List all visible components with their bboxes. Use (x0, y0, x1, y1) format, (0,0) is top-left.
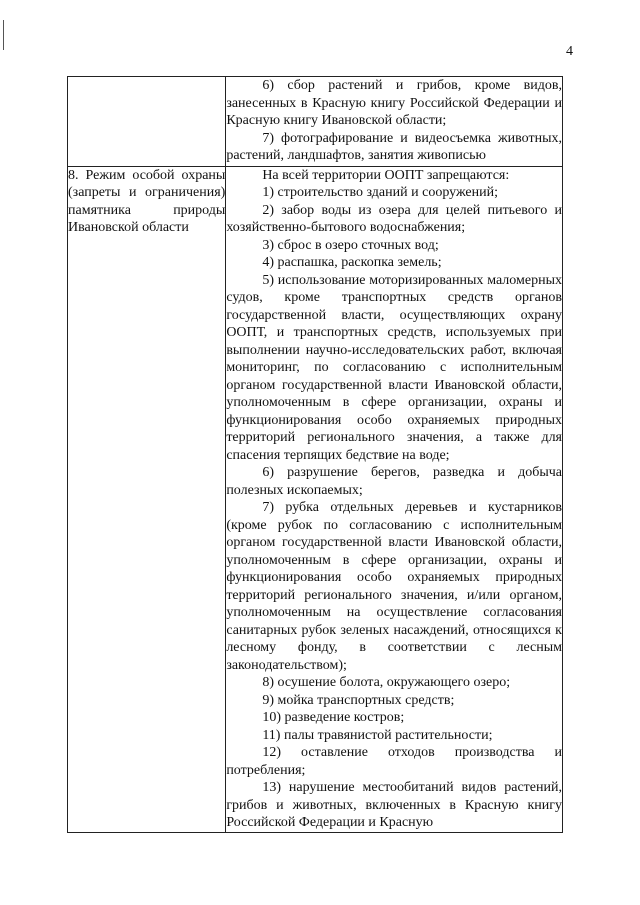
regulation-table (67, 76, 563, 833)
list-item: 3) сброс в озеро сточных вод; (262, 237, 439, 253)
row-content (226, 166, 563, 832)
list-item: 4) распашка, раскопка земель; (262, 255, 442, 270)
list-item: 13) нарушение местообитаний видов растений, грибов и животных, включенных в Красную книгу Российской Федерации и Красную (226, 780, 562, 830)
list-item-6-collection: 6) сбор растений и грибов, кроме видов, занесенных в Красную книгу Российской Федерации и Красную книгу Ивановской области; (226, 78, 562, 128)
table-row-continued (68, 77, 563, 167)
list-item: 12) оставление отходов производства и потребления; (226, 745, 562, 778)
row-content (226, 77, 563, 167)
list-item-7-photography: 7) фотографирование и видеосъемка животных, растений, ландшафтов, занятия живописью (226, 130, 562, 163)
table-row-protection-regime (68, 166, 563, 832)
list-item: 1) строительство зданий и сооружений; (262, 185, 499, 200)
list-item: 11) палы травянистой растительности; (262, 727, 493, 743)
list-item: 7) рубка отдельных деревьев и кустарников (кроме рубок по согласованию с исполнительным органом государственной власти Ивановской области, уполномоченным в сфере организации, охраны и функционирования особо охраняемых природных территорий регионального значения, и/или органом, уполномоченным на осуществление согласования санитарных рубок зеленых насаждений, относящихся к лесному фонду, в соответствии с лесным законодательством); (226, 500, 562, 673)
row-label-text: 8. Режим особой охраны (запреты и ограничения) памятника природы Ивановской области (68, 167, 226, 235)
list-item: 9) мойка транспортных средств; (262, 692, 455, 708)
page-number: 4 (566, 44, 573, 59)
row-label-empty (68, 77, 226, 167)
list-item: 10) разведение костров; (262, 710, 405, 725)
list-item: 2) забор воды из озера для целей питьевого и хозяйственно-бытового водоснабжения; (226, 202, 562, 235)
list-item: 8) осушение болота, окружающего озеро; (262, 675, 511, 690)
scan-edge-mark (3, 20, 4, 50)
row-label (68, 166, 226, 832)
list-item: 5) использование моторизированных маломерных судов, кроме транспортных средств органов государственной власти, осуществляющих охрану ООПТ, и транспортных средств, используемых при выполнении научно-исследовательских работ, включая мониторинг, по согласованию с исполнительным органом государственной власти Ивановской области, уполномоченным в сфере организации, охраны и функционирования особо охраняемых природных территорий регионального значения, а также для спасения терпящих бедствие на воде; (226, 272, 562, 463)
list-item: 6) разрушение берегов, разведка и добыча полезных ископаемых; (226, 465, 562, 498)
list-intro: На всей территории ООПТ запрещаются: (262, 167, 510, 183)
